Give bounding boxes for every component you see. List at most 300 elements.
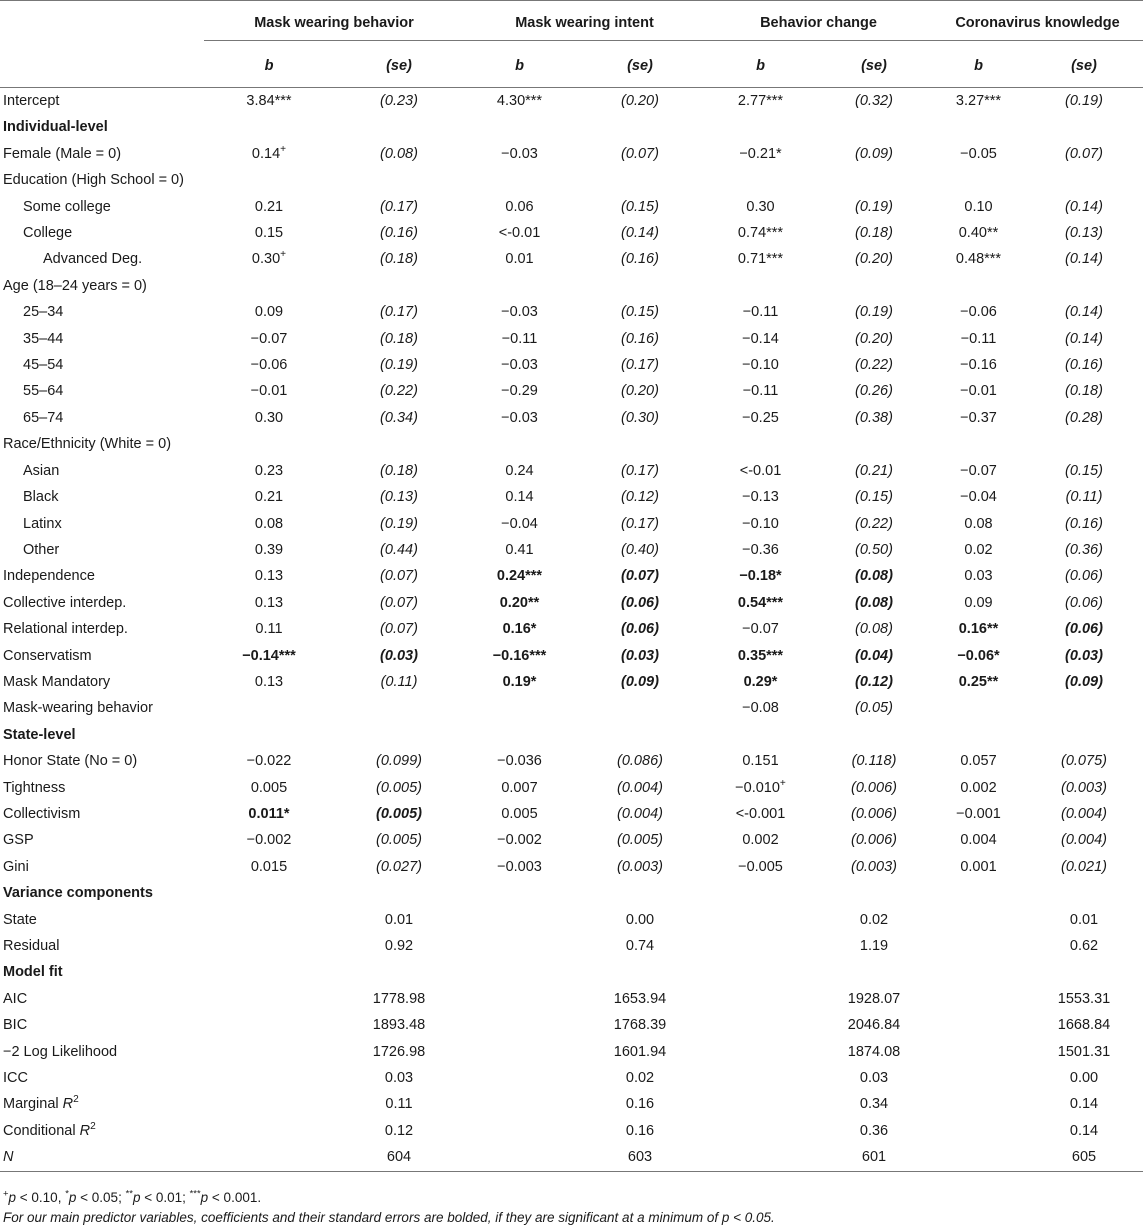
row-label: Mask Mandatory: [3, 673, 111, 690]
se-cell: (0.15): [621, 198, 659, 215]
footnote-significance: +p < 0.10, *p < 0.05; **p < 0.01; ***p < 0.001.: [3, 1188, 262, 1205]
empty-cell: [204, 114, 334, 140]
row-label: Conservatism: [3, 647, 92, 664]
se-cell: (0.22): [380, 383, 418, 400]
table-row: [0, 1118, 1143, 1144]
empty-cell: [464, 880, 575, 906]
coef-cell: 0.48***: [955, 251, 1002, 268]
empty-cell: [932, 907, 1025, 933]
empty-cell: [1025, 114, 1143, 140]
se-cell: (0.19): [855, 198, 893, 215]
coef-cell: −0.08: [742, 700, 779, 717]
se-cell: (0.006): [851, 832, 897, 849]
subheader-se: (se): [1025, 45, 1143, 88]
row-label: Other: [23, 541, 60, 558]
se-cell: (0.16): [621, 330, 659, 347]
se-cell: (0.09): [621, 673, 659, 690]
coef-cell: 0.057: [960, 753, 997, 770]
empty-cell: [705, 167, 816, 193]
empty-cell: [705, 1065, 816, 1091]
coef-cell: −0.03: [501, 409, 538, 426]
se-cell: (0.004): [617, 779, 663, 796]
se-cell: (0.17): [621, 515, 659, 532]
se-cell: (0.17): [380, 304, 418, 321]
empty-cell: [464, 986, 575, 1012]
row-label: Intercept: [3, 93, 60, 109]
stat-cell: 0.16: [625, 1096, 655, 1113]
empty-cell: [705, 907, 816, 933]
empty-cell: [204, 1144, 334, 1171]
group-label: Coronavirus knowledge: [955, 15, 1120, 31]
coef-cell: −0.18*: [739, 568, 782, 585]
row-label: Asian: [23, 462, 60, 479]
row-label: Latinx: [23, 515, 62, 532]
se-cell: (0.17): [621, 462, 659, 479]
se-cell: (0.09): [855, 145, 893, 162]
se-cell: (0.03): [1065, 647, 1103, 664]
se-cell: (0.005): [376, 832, 422, 849]
coef-cell: 0.13: [254, 568, 284, 585]
se-cell: (0.005): [376, 779, 422, 796]
se-cell: (0.003): [1061, 779, 1107, 796]
row-label: Female (Male = 0): [3, 145, 122, 162]
se-cell: (0.15): [855, 489, 893, 506]
table-row: [0, 299, 1143, 325]
coef-cell: 0.09: [254, 304, 284, 321]
empty-cell: [464, 1065, 575, 1091]
row-label: −2 Log Likelihood: [3, 1043, 118, 1060]
table-row: [0, 590, 1143, 616]
coef-cell: −0.03: [501, 304, 538, 321]
empty-cell: [1025, 959, 1143, 985]
table-row: [0, 854, 1143, 880]
se-cell: (0.22): [855, 357, 893, 374]
coef-cell: −0.003: [497, 858, 542, 875]
row-label: Gini: [3, 858, 29, 875]
se-cell: (0.50): [855, 541, 893, 558]
coef-cell: 0.02: [964, 541, 993, 558]
stat-cell: 0.14: [1069, 1096, 1099, 1113]
se-cell: (0.18): [1065, 383, 1103, 400]
coef-cell: −0.07: [250, 330, 288, 347]
se-cell: (0.08): [855, 621, 893, 638]
empty-cell: [464, 1144, 575, 1171]
coef-cell: −0.37: [960, 409, 997, 426]
coef-cell: 0.19*: [502, 673, 537, 690]
stat-cell: 0.11: [385, 1096, 413, 1113]
coef-cell: 0.01: [505, 251, 534, 268]
se-cell: (0.07): [1065, 145, 1103, 162]
coef-cell: −0.10: [742, 515, 779, 532]
table-row: [0, 378, 1143, 404]
empty-cell: [705, 1118, 816, 1144]
empty-cell: [932, 273, 1025, 299]
table-row: [0, 722, 1143, 748]
se-cell: (0.32): [855, 93, 893, 109]
coef-cell: [204, 695, 334, 721]
empty-cell: [932, 1118, 1025, 1144]
empty-cell: [464, 722, 575, 748]
stat-cell: 0.74: [625, 938, 655, 954]
stat-cell: 0.36: [859, 1122, 889, 1139]
se-cell: (0.004): [1061, 832, 1107, 849]
se-cell: (0.11): [1065, 489, 1103, 506]
se-cell: (0.30): [621, 409, 659, 426]
empty-cell: [932, 986, 1025, 1012]
empty-cell: [705, 1012, 816, 1038]
row-label: Independence: [3, 568, 95, 585]
coef-cell: <-0.001: [735, 805, 786, 822]
coef-cell: −0.07: [960, 462, 997, 479]
row-label: Collective interdep.: [3, 594, 127, 611]
coef-cell: <-0.01: [739, 462, 782, 479]
table-row: [0, 880, 1143, 906]
coef-cell: −0.25: [742, 409, 779, 426]
coef-cell: −0.01: [960, 383, 997, 400]
coef-cell: −0.13: [742, 489, 779, 506]
coef-cell: −0.06: [960, 304, 997, 321]
coef-cell: 0.002: [960, 779, 997, 796]
table-row: [0, 273, 1143, 299]
empty-cell: [932, 114, 1025, 140]
se-cell: (0.19): [380, 357, 418, 374]
empty-cell: [204, 1118, 334, 1144]
se-cell: (0.075): [1061, 753, 1107, 770]
coef-cell: [464, 695, 575, 721]
empty-cell: [204, 986, 334, 1012]
table-row: [0, 88, 1143, 115]
empty-cell: [204, 880, 334, 906]
coef-cell: −0.05: [960, 145, 997, 162]
subheader-se: (se): [575, 45, 705, 88]
row-label: Residual: [3, 938, 60, 954]
table-row: [0, 352, 1143, 378]
row-label: 35–44: [23, 330, 64, 347]
coef-cell: −0.11: [742, 383, 779, 400]
stat-cell: 605: [1025, 1144, 1143, 1171]
se-cell: (0.118): [851, 753, 897, 770]
subheader-se: (se): [334, 45, 464, 88]
se-cell: [1025, 695, 1143, 721]
coef-cell: −0.11: [742, 304, 779, 321]
se-cell: (0.08): [855, 594, 893, 611]
coef-cell: 0.24: [505, 462, 534, 479]
se-cell: (0.006): [851, 805, 897, 822]
coef-cell: −0.07: [742, 621, 779, 638]
se-cell: (0.06): [621, 594, 659, 611]
coef-cell: 0.001: [960, 858, 997, 875]
table-footnotes: [3, 1188, 775, 1228]
se-cell: (0.14): [1065, 330, 1103, 347]
se-cell: (0.06): [1065, 594, 1103, 611]
subheader-b: b: [932, 45, 1025, 88]
group-underline: [932, 1, 1143, 45]
se-cell: (0.06): [1065, 621, 1103, 638]
stat-cell: 0.62: [1069, 938, 1099, 954]
coef-cell: 0.35***: [737, 647, 784, 664]
header-blank: [0, 1, 204, 46]
stat-cell: 0.01: [1069, 911, 1099, 928]
se-cell: (0.005): [617, 832, 663, 849]
coef-cell: −0.04: [501, 515, 538, 532]
table-row: [0, 748, 1143, 774]
empty-cell: [575, 431, 705, 457]
se-cell: (0.14): [621, 225, 659, 242]
group-underline: [464, 1, 705, 45]
coef-cell: [932, 695, 1025, 721]
se-cell: (0.08): [380, 145, 418, 162]
empty-cell: [932, 933, 1025, 959]
empty-cell: [464, 933, 575, 959]
empty-cell: [932, 722, 1025, 748]
se-cell: (0.12): [621, 489, 659, 506]
empty-cell: [705, 959, 816, 985]
coef-cell: 0.20**: [499, 594, 540, 611]
row-label: 45–54: [23, 357, 64, 374]
stat-cell: 0.12: [384, 1122, 414, 1139]
se-cell: (0.07): [621, 145, 659, 162]
table-row: [0, 141, 1143, 167]
table-row: [0, 643, 1143, 669]
empty-cell: [464, 1039, 575, 1065]
empty-cell: [464, 431, 575, 457]
row-label: GSP: [3, 832, 34, 849]
empty-cell: [334, 722, 464, 748]
se-cell: (0.21): [855, 462, 893, 479]
row-label: BIC: [3, 1017, 28, 1034]
se-cell: [575, 695, 705, 721]
header-group-mask-intent: [464, 1, 705, 46]
empty-cell: [575, 959, 705, 985]
coef-cell: 0.005: [250, 779, 288, 796]
table-row: [0, 959, 1143, 985]
stat-cell: 1501.31: [1057, 1043, 1111, 1060]
row-label: 65–74: [23, 409, 64, 426]
coef-cell: −0.14***: [242, 647, 296, 664]
se-cell: (0.027): [376, 858, 422, 875]
empty-cell: [816, 722, 932, 748]
empty-cell: [204, 1091, 334, 1117]
empty-cell: [816, 273, 932, 299]
empty-cell: [464, 273, 575, 299]
se-cell: (0.03): [380, 647, 418, 664]
se-cell: (0.07): [621, 568, 659, 585]
table-row: [0, 194, 1143, 220]
empty-cell: [204, 273, 334, 299]
table-row: [0, 1065, 1143, 1091]
stat-cell: 1778.98: [372, 990, 426, 1007]
coef-cell: 0.11: [255, 621, 283, 638]
stat-cell: 0.01: [384, 911, 414, 928]
stat-cell: 0.34: [859, 1096, 889, 1113]
se-cell: (0.14): [1065, 251, 1103, 268]
se-cell: (0.14): [1065, 198, 1103, 215]
se-cell: (0.38): [855, 409, 893, 426]
row-label: Conditional $R^2$: [3, 1121, 96, 1139]
row-label: Variance components: [3, 885, 153, 902]
coef-cell: −0.10: [742, 357, 779, 374]
coef-cell: −0.005: [738, 858, 783, 875]
coef-cell: −0.21*: [739, 145, 782, 162]
coef-cell: 0.005: [501, 805, 538, 822]
se-cell: (0.086): [617, 753, 663, 770]
empty-cell: [204, 907, 334, 933]
subheader-b: b: [464, 45, 575, 88]
se-cell: (0.18): [380, 462, 418, 479]
table-row: [0, 431, 1143, 457]
table-row: [0, 775, 1143, 801]
se-cell: (0.15): [1065, 462, 1103, 479]
table-row: [0, 695, 1143, 721]
stat-cell: 1726.98: [372, 1043, 426, 1060]
coef-cell: −0.16: [960, 357, 997, 374]
coef-cell: 0.25**: [958, 673, 999, 690]
coef-cell: −0.03: [501, 145, 538, 162]
stat-cell: 0.16: [625, 1122, 655, 1139]
se-cell: (0.099): [376, 753, 422, 770]
table-row: [0, 511, 1143, 537]
se-cell: (0.03): [621, 647, 659, 664]
table-row: [0, 484, 1143, 510]
table-row: [0, 405, 1143, 431]
stat-cell: 0.03: [859, 1070, 889, 1087]
stat-cell: 1768.39: [613, 1017, 667, 1034]
coef-cell: −0.022: [246, 753, 292, 770]
empty-cell: [334, 959, 464, 985]
se-cell: (0.20): [621, 383, 659, 400]
coef-cell: 0.40**: [958, 225, 999, 242]
coef-cell: 0.74***: [737, 225, 784, 242]
empty-cell: [705, 933, 816, 959]
coef-cell: −0.04: [960, 489, 997, 506]
se-cell: [334, 695, 464, 721]
empty-cell: [204, 1012, 334, 1038]
coef-cell: 0.21: [254, 489, 284, 506]
stat-cell: 1874.08: [847, 1043, 901, 1060]
row-label: Relational interdep.: [3, 621, 128, 638]
empty-cell: [464, 1012, 575, 1038]
se-cell: (0.08): [855, 568, 893, 585]
coef-cell: −0.06: [250, 357, 288, 374]
row-label: Education (High School = 0): [3, 172, 184, 189]
stat-cell: 0.03: [384, 1070, 414, 1087]
se-cell: (0.06): [1065, 568, 1103, 585]
row-label: Collectivism: [3, 805, 81, 822]
empty-cell: [705, 1091, 816, 1117]
coef-cell: −0.06*: [957, 647, 1000, 664]
empty-cell: [816, 167, 932, 193]
header-group-behavior-change: [705, 1, 932, 46]
se-cell: (0.19): [1065, 93, 1103, 109]
coef-cell: 0.30+: [251, 249, 287, 268]
group-label: Mask wearing behavior: [254, 15, 414, 31]
empty-cell: [705, 1144, 816, 1171]
empty-cell: [705, 431, 816, 457]
se-cell: (0.04): [855, 647, 893, 664]
coef-cell: 0.10: [964, 198, 993, 215]
coef-cell: 0.21: [254, 198, 284, 215]
empty-cell: [932, 1091, 1025, 1117]
stat-cell: 1668.84: [1057, 1017, 1111, 1034]
coef-cell: 0.13: [254, 673, 284, 690]
row-label: ICC: [3, 1070, 28, 1087]
coef-cell: −0.03: [501, 357, 538, 374]
empty-cell: [932, 1039, 1025, 1065]
subheader-b: b: [705, 45, 816, 88]
empty-cell: [334, 273, 464, 299]
coef-cell: −0.010+: [735, 777, 786, 796]
empty-cell: [204, 1039, 334, 1065]
coef-cell: −0.002: [497, 832, 542, 849]
coef-cell: 4.30***: [496, 93, 543, 109]
row-label: N: [0, 1144, 204, 1171]
empty-cell: [1025, 880, 1143, 906]
se-cell: (0.22): [855, 515, 893, 532]
stat-cell: 2046.84: [847, 1017, 901, 1034]
row-label: Honor State (No = 0): [3, 753, 138, 770]
row-label: Model fit: [3, 964, 63, 981]
header-group-mask-behavior: [204, 1, 464, 46]
table-row: [0, 167, 1143, 193]
coef-cell: <-0.01: [498, 225, 541, 242]
table-row: [0, 1091, 1143, 1117]
empty-cell: [1025, 722, 1143, 748]
group-label: Mask wearing intent: [515, 15, 654, 31]
coef-cell: −0.01: [250, 383, 288, 400]
row-label: AIC: [3, 990, 28, 1007]
coef-cell: 0.71***: [737, 251, 784, 268]
table-body: [0, 88, 1143, 1172]
coef-cell: 0.002: [742, 832, 779, 849]
coef-cell: 0.14+: [251, 143, 287, 162]
se-cell: (0.28): [1065, 409, 1103, 426]
coef-cell: −0.11: [501, 330, 538, 347]
coef-cell: 0.14: [505, 489, 534, 506]
empty-cell: [816, 880, 932, 906]
empty-cell: [334, 431, 464, 457]
header-group-row: [0, 1, 1143, 46]
se-cell: (0.17): [621, 357, 659, 374]
table-row: [0, 326, 1143, 352]
coef-cell: 0.15: [254, 225, 284, 242]
row-label: State-level: [3, 726, 76, 743]
coef-cell: 0.09: [964, 594, 993, 611]
empty-cell: [204, 431, 334, 457]
coef-cell: 0.015: [250, 858, 288, 875]
coef-cell: −0.36: [742, 541, 779, 558]
coef-cell: 0.24***: [496, 568, 543, 585]
se-cell: (0.19): [855, 304, 893, 321]
table-row: [0, 616, 1143, 642]
stat-cell: 0.92: [384, 938, 414, 954]
empty-cell: [932, 431, 1025, 457]
row-label: 55–64: [23, 383, 64, 400]
table-row: [0, 1039, 1143, 1065]
coef-cell: 0.007: [501, 779, 538, 796]
coef-cell: 0.011*: [248, 805, 290, 822]
empty-cell: [204, 167, 334, 193]
stat-cell: 1928.07: [847, 990, 901, 1007]
stat-cell: 1893.48: [372, 1017, 426, 1034]
se-cell: (0.18): [380, 251, 418, 268]
empty-cell: [705, 1039, 816, 1065]
table-row: [0, 907, 1143, 933]
empty-cell: [932, 880, 1025, 906]
coef-cell: −0.14: [742, 330, 779, 347]
header-sub-row: [0, 45, 1143, 88]
empty-cell: [1025, 273, 1143, 299]
se-cell: (0.07): [380, 568, 418, 585]
